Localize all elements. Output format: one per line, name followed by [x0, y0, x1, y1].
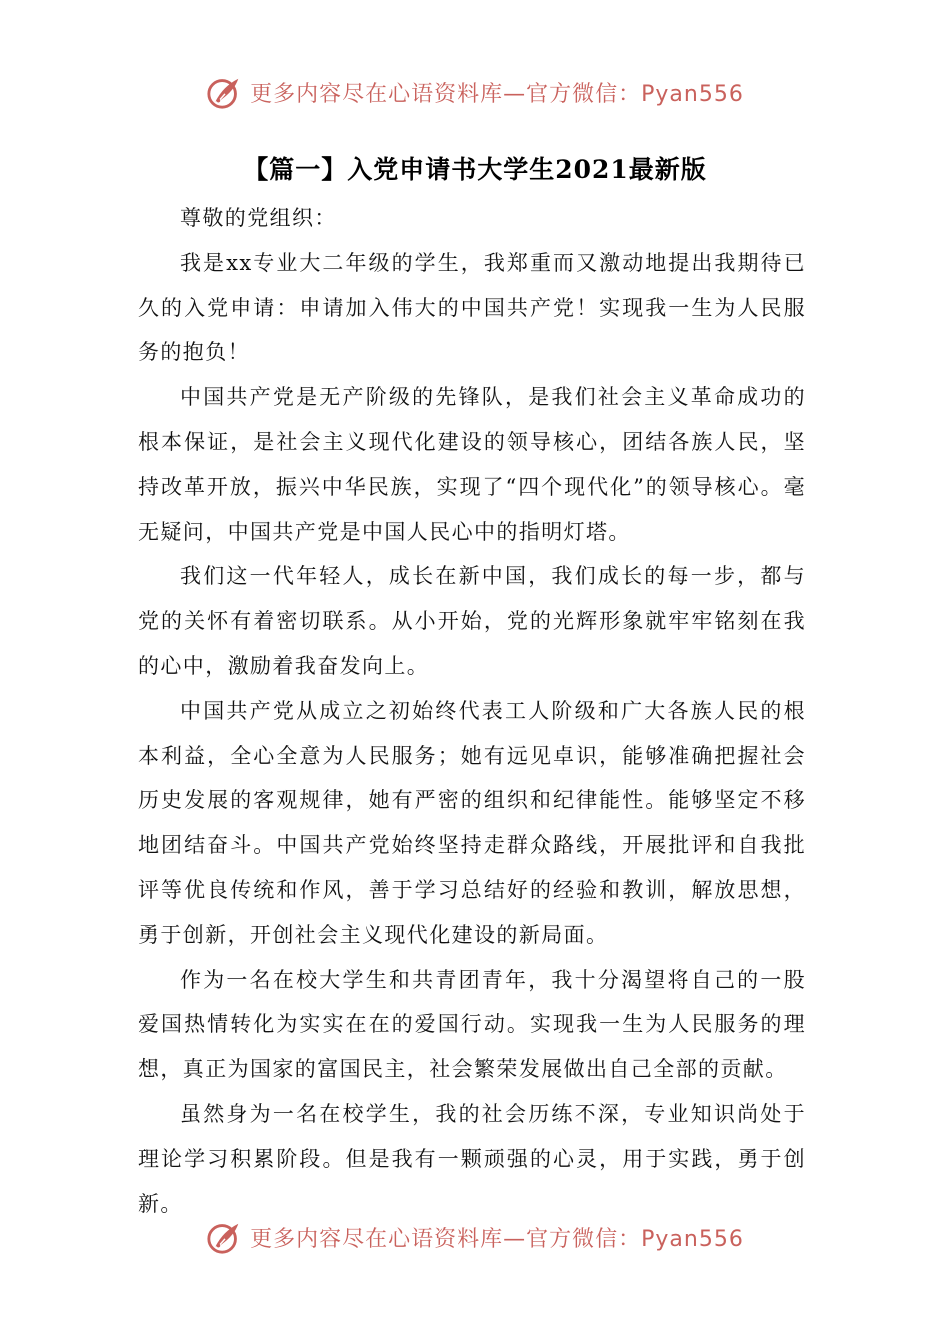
paragraph: 我是xx专业大二年级的学生，我郑重而又激动地提出我期待已久的入党申请：申请加入伟大的中国共产党！实现我一生为人民服务的抱负！ — [138, 250, 806, 365]
paragraph: 虽然身为一名在校学生，我的社会历练不深，专业知识尚处于理论学习积累阶段。但是我有一颗顽强的心灵，用于实践，勇于创新。 — [138, 1101, 806, 1216]
document-body — [138, 196, 806, 1226]
paragraph: 中国共产党从成立之初始终代表工人阶级和广大各族人民的根本利益，全心全意为人民服务；她有远见卓识，能够准确把握社会历史发展的客观规律，她有严密的组织和纪律能性。能够坚定不移地团结奋斗。中国共产党始终坚持走群众路线，开展批评和自我批评等优良传统和作风，善于学习总结好的经验和教训，解放思想，勇于创新，开创社会主义现代化建设的新局面。 — [138, 698, 806, 947]
footer-banner — [0, 1213, 950, 1261]
salutation: 尊敬的党组织： — [180, 206, 337, 230]
banner-text: 更多内容尽在心语资料库—官方微信：Pyan556 — [250, 1226, 744, 1252]
quill-pen-logo-icon — [206, 1218, 244, 1256]
document-title: 【篇一】入党申请书大学生2021最新版 — [243, 155, 707, 184]
banner-text: 更多内容尽在心语资料库—官方微信：Pyan556 — [250, 81, 744, 107]
header-banner — [0, 68, 950, 116]
paragraph: 作为一名在校大学生和共青团青年，我十分渴望将自己的一股爱国热情转化为实实在在的爱国行动。实现我一生为人民服务的理想，真正为国家的富国民主，社会繁荣发展做出自己全部的贡献。 — [138, 967, 806, 1082]
paragraph: 中国共产党是无产阶级的先锋队，是我们社会主义革命成功的根本保证，是社会主义现代化建设的领导核心，团结各族人民，坚持改革开放，振兴中华民族，实现了“四个现代化”的领导核心。毫无疑问，中国共产党是中国人民心中的指明灯塔。 — [138, 385, 806, 544]
quill-pen-logo-icon — [206, 73, 244, 111]
paragraph: 我们这一代年轻人，成长在新中国，我们成长的每一步，都与党的关怀有着密切联系。从小开始，党的光辉形象就牢牢铭刻在我的心中，激励着我奋发向上。 — [138, 564, 806, 678]
